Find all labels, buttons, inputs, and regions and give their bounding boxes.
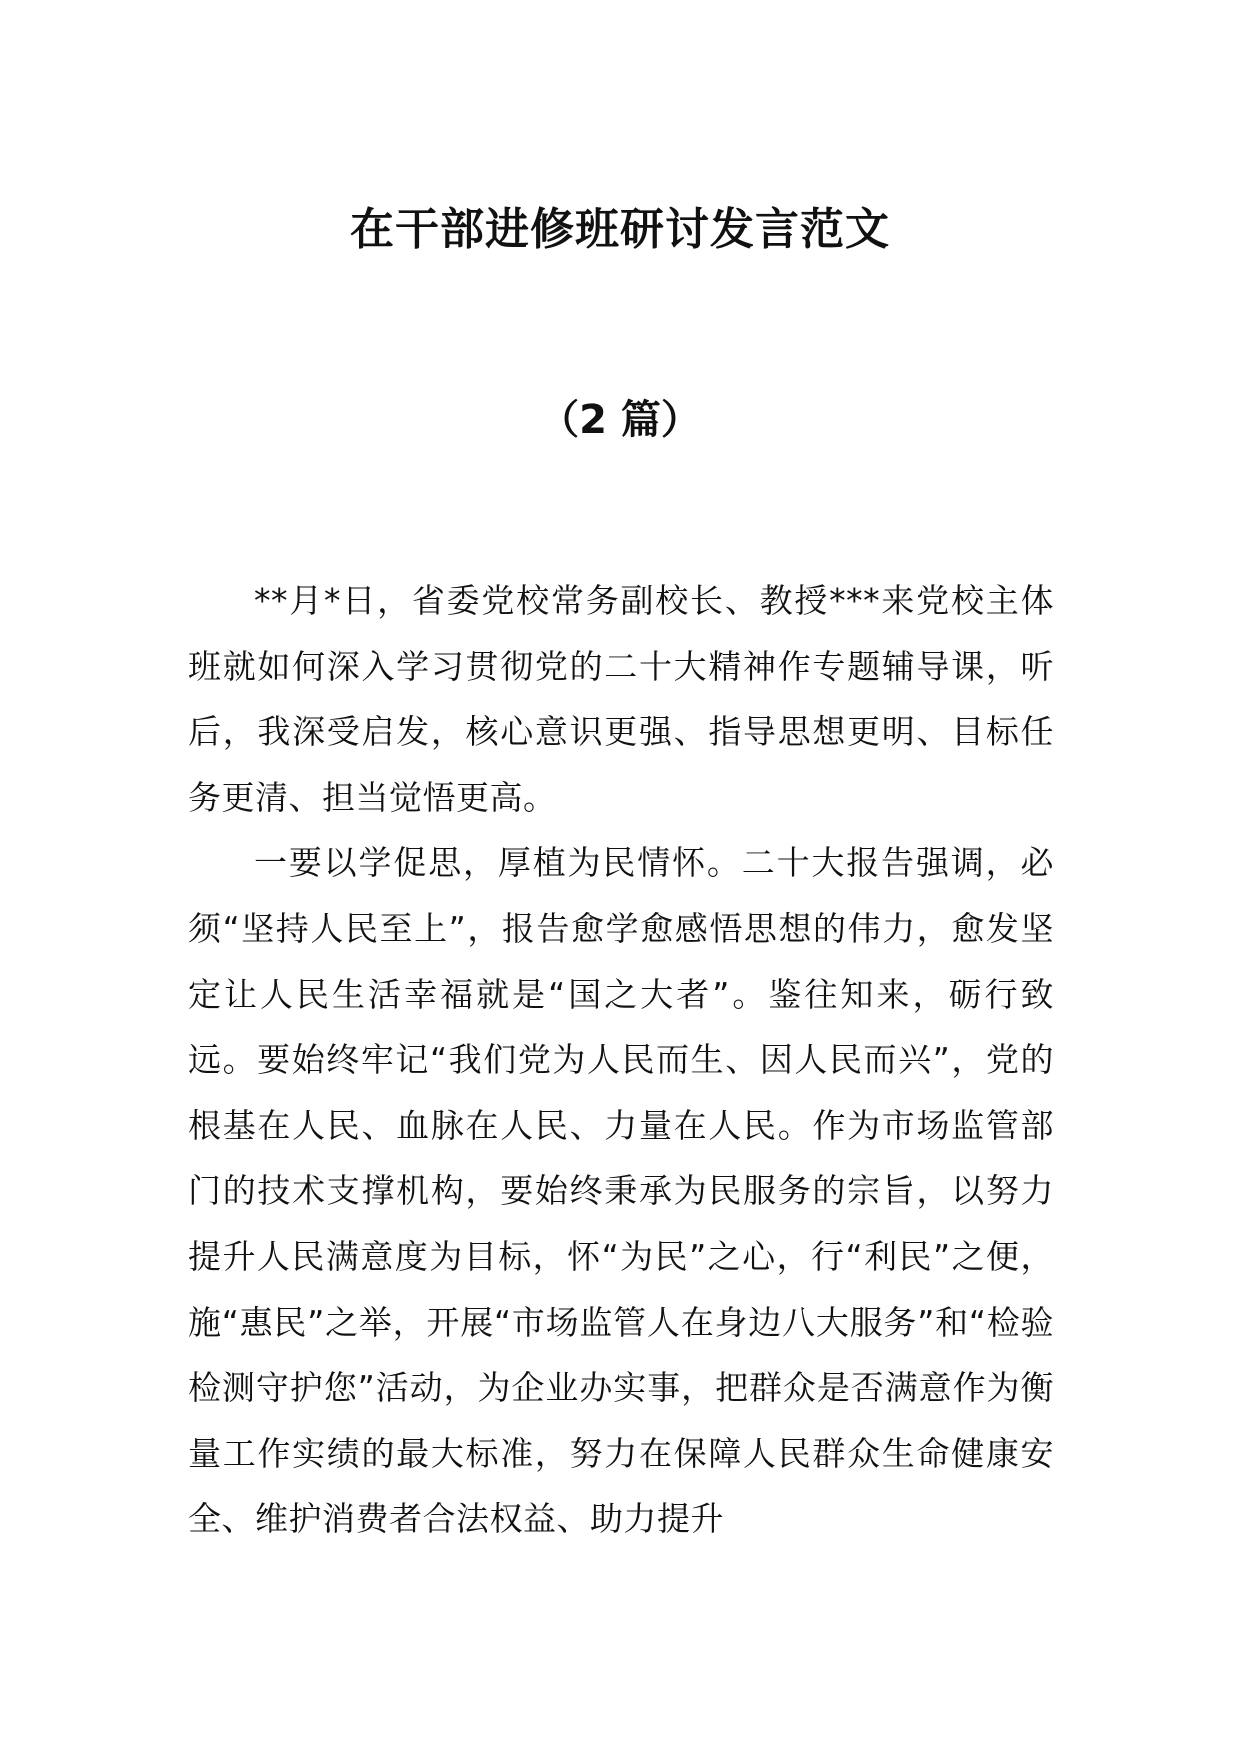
paragraph-point-one: 一要以学促思，厚植为民情怀。二十大报告强调，必须“坚持人民至上”，报告愈学愈感悟思想的伟力，愈发坚定让人民生活幸福就是“国之大者”。鉴往知来，砺行致远。要始终牢记“我们党为人民而生、因人民而兴”，党的根基在人民、血脉在人民、力量在人民。作为市场监管部门的技术支撑机构，要始终秉承为民服务的宗旨，以努力提升人民满意度为目标，怀“为民”之心，行“利民”之便，施“惠民”之举，开展“市场监管人在身边八大服务”和“检验检测守护您”活动，为企业办实事，把群众是否满意作为衡量工作实绩的最大标准，努力在保障人民群众生命健康安全、维护消费者合法权益、助力提升 (188, 843, 1054, 1539)
document-body (188, 568, 1054, 1552)
document-title: 在干部进修班研讨发言范文 (350, 204, 890, 255)
document-subtitle: （2 篇） (539, 397, 701, 443)
paragraph-intro: **月*日，省委党校常务副校长、教授***来党校主体班就如何深入学习贯彻党的二十大精神作专题辅导课，听后，我深受启发，核心意识更强、指导思想更明、目标任务更清、担当觉悟更高。 (188, 581, 1054, 817)
